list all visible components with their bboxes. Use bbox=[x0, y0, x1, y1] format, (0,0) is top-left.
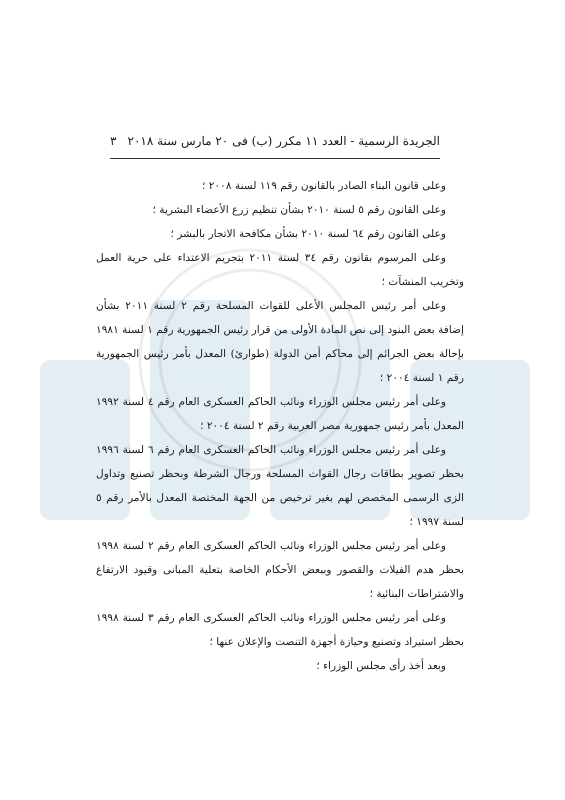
paragraph: وعلى المرسوم بقانون رقم ٣٤ لسنة ٢٠١١ بتجريم الاعتداء على حرية العمل وتخريب المنشآت ؛ bbox=[96, 252, 464, 288]
header-rule bbox=[110, 158, 440, 159]
paragraph: وعلى القانون رقم ٦٤ لسنة ٢٠١٠ بشأن مكافحة الاتجار بالبشر ؛ bbox=[170, 228, 446, 240]
paragraph: وعلى القانون رقم ٥ لسنة ٢٠١٠ بشأن تنظيم زرع الأعضاء البشرية ؛ bbox=[152, 204, 446, 216]
paragraph: وعلى أمر رئيس المجلس الأعلى للقوات المسلحة رقم ٢ لسنة ٢٠١١ بشأن إضافة بعض البنود إلى نص المادة الأولى من قرار رئيس الجمهورية رقم ١ لسنة ١٩٨١ بإحالة بعض الجرائم إلى محاكم أمن الدولة (طوارئ) المعدل بأمر رئيس الجمهورية رقم ١ لسنة ٢٠٠٤ ؛ bbox=[96, 300, 464, 384]
page-header bbox=[110, 130, 440, 152]
paragraph: وعلى قانون البناء الصادر بالقانون رقم ١١٩ لسنة ٢٠٠٨ ؛ bbox=[202, 180, 446, 192]
paragraph: وعلى أمر رئيس مجلس الوزراء ونائب الحاكم العسكرى العام رقم ٣ لسنة ١٩٩٨ بحظر استيراد وتصنيع وحيازة أجهزة التنصت والإعلان عنها ؛ bbox=[96, 612, 464, 648]
paragraph: وعلى أمر رئيس مجلس الوزراء ونائب الحاكم العسكرى العام رقم ٦ لسنة ١٩٩٦ بحظر تصوير بطاقات رجال القوات المسلحة ورجال الشرطة وبحظر تصنيع وتداول الزى الرسمى المخصص لهم بغير ترخيص من الجهة المختصة المعدل بالأمر رقم ٥ لسنة ١٩٩٧ ؛ bbox=[96, 444, 464, 528]
document-body bbox=[96, 174, 464, 678]
header-title: الجريدة الرسمية - العدد ١١ مكرر (ب) فى ٢٠ مارس سنة ٢٠١٨ bbox=[127, 134, 440, 148]
paragraph: وبعد أخذ رأى مجلس الوزراء ؛ bbox=[316, 660, 446, 672]
paragraph: وعلى أمر رئيس مجلس الوزراء ونائب الحاكم العسكرى العام رقم ٤ لسنة ١٩٩٢ المعدل بأمر رئيس جمهورية مصر العربية رقم ٢ لسنة ٢٠٠٤ ؛ bbox=[96, 396, 464, 432]
paragraph: وعلى أمر رئيس مجلس الوزراء ونائب الحاكم العسكرى العام رقم ٢ لسنة ١٩٩٨ بحظر هدم الفيلات والقصور وببعض الأحكام الخاصة بتعلية المبانى وقيود الارتفاع والاشتراطات البنائية ؛ bbox=[96, 540, 464, 600]
page-number: ٣ bbox=[110, 134, 117, 148]
